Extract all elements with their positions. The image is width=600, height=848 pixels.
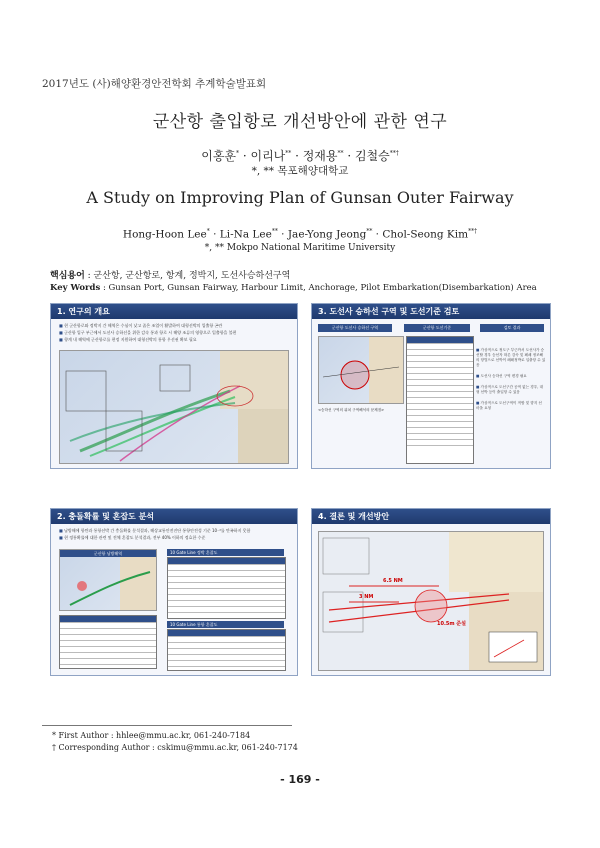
author-1-ko-mark: * [236, 150, 240, 157]
tab-pilot-area: 군산항 도선사 승하선 구역 [318, 324, 392, 332]
footnote-corresponding-author: † Corresponding Author : cskimu@mmu.ac.kr, 061-240-7174 [52, 743, 298, 752]
author-4-en: Chol-Seong Kim [382, 228, 469, 241]
author-1-en: Hong-Hoon Lee [122, 228, 207, 241]
tab-pilot-criteria: 군산항 도선기준 [404, 324, 470, 332]
pilot-criteria-table [406, 336, 474, 464]
panel-conclusion [311, 508, 551, 676]
author-sep: · [239, 149, 251, 163]
distance-label-6-5nm: 6.5 NM [383, 578, 403, 584]
author-sep: · [291, 149, 303, 163]
panel-1-bullet: ■ 향계 내 해역에 군산항로를 편정 지원하여 대형선박의 통항 우선권 확보 필요 [59, 336, 297, 343]
tab-review-result: 검토 결과 [480, 324, 544, 332]
author-3-en-mark: ** [366, 228, 373, 235]
collision-result-table [59, 615, 157, 669]
track-lines-graphic [60, 351, 288, 463]
author-sep: · [372, 228, 383, 241]
panel-pilot-review [311, 303, 551, 469]
author-sep: · [209, 228, 220, 241]
footnote-first-author: * First Author : hhlee@mmu.ac.kr, 061-240-7184 [52, 731, 251, 740]
panel-1-title: 1. 연구의 개요 [51, 304, 297, 319]
keywords-korean [50, 268, 290, 281]
panel-2-map [59, 549, 157, 611]
dredging-label: 10.5m 준설 [437, 621, 466, 627]
author-3-ko-mark: ** [337, 150, 344, 157]
keywords-ko-label: 핵심용어 [50, 271, 85, 281]
collision-map-graphic [60, 550, 156, 610]
keywords-ko-text: : 군산항, 군산항로, 항계, 정박지, 도선사승하선구역 [84, 271, 291, 281]
panel-1-bullet: ■ 현 군산항로와 정박지 간 해역은 수심이 낮고 좁은 조업이 활발하여 대형선박의 입출항 곤란 [59, 322, 297, 329]
author-2-en-mark: ** [271, 228, 278, 235]
author-1-ko: 이홍훈 [201, 149, 237, 163]
anchorage-congestion-table [167, 557, 286, 619]
footnote-divider [42, 725, 292, 726]
review-note: ■ 가상적으로 정도구 부근까서 도선사가 승선할 경우 승선자 따른 감속 및 폐쇄 정조해의 항법으로 선박이 폐쇄정박로 입출항 수 있음 [476, 348, 546, 368]
author-2-ko-mark: ** [285, 150, 292, 157]
author-2-ko: 이리나 [250, 149, 286, 163]
author-3-en: Jae-Yong Jeong [287, 228, 367, 241]
review-notes [476, 348, 546, 417]
table-1-label: 10 Gate Line 정박 혼잡도 [167, 549, 284, 556]
panel-3-caption: <승하선 구역의 위치 구역해석의 문제점> [318, 408, 385, 412]
panel-2-bullet: ■ 현 정통확률에 대한 관련 및 전체 혼잡도 분석결과, 전부 40% 이하의 정효한 수준 [59, 534, 297, 541]
author-sep: · [277, 228, 288, 241]
author-3-ko: 정재용 [302, 149, 338, 163]
authors-english [0, 228, 600, 241]
author-4-ko-mark: **† [389, 150, 399, 157]
panel-2-title: 2. 충돌확률 및 혼잡도 분석 [51, 509, 297, 524]
panel-1-bullet: ■ 군산항 입구 부근에서 도선사 승하선을 위한 감속 통과 항로 시 해양 조류의 영향으로 입출항을 불편 [59, 329, 297, 336]
panel-2-bullet: ■ 남방해에 항만과 통항선박 간 충돌확률 분석결과, 해상교통안전진단 통항안전성 기준 10⁻⁴를 만족하지 못함 [59, 527, 297, 534]
panel-collision-analysis [50, 508, 298, 676]
author-sep: · [343, 149, 355, 163]
conference-header: 2017년도 (사)해양환경안전학회 추계학술발표회 [42, 78, 267, 90]
pilot-area-graphic [319, 337, 403, 403]
keywords-english [50, 283, 537, 293]
panel-3-map [318, 336, 404, 404]
author-4-ko: 김철승 [354, 149, 390, 163]
panel-2-map-label: 군산항 남방해역 [60, 550, 156, 557]
traffic-congestion-table [167, 629, 286, 671]
review-note: ■ 가상적으로 도선구역이 적합 및 향지 선 마을 요청 [476, 401, 546, 411]
review-note: ■ 가상적으로 도선구간 공역 없는 경우, 대형 선박 등이 출입항 수 있음 [476, 385, 546, 395]
keywords-en-label: Key Words [50, 283, 101, 293]
authors-korean [0, 147, 600, 164]
author-4-en-mark: **† [468, 228, 478, 235]
panel-1-traffic-map [59, 350, 289, 464]
panel-4-map [318, 531, 544, 671]
review-note: ■ 도선사 승하선 구역 변경 필요 [476, 374, 546, 379]
author-2-en: Li-Na Lee [219, 228, 272, 241]
page-number: - 169 - [280, 773, 320, 786]
author-1-en-mark: * [206, 228, 210, 235]
affiliation-korean: *, ** 목포해양대학교 [251, 165, 349, 177]
panel-4-title: 4. 결론 및 개선방안 [312, 509, 550, 524]
keywords-en-text: : Gunsan Port, Gunsan Fairway, Harbour Limit, Anchorage, Pilot Embarkation(Disembarkation) Area [100, 283, 537, 293]
title-english: A Study on Improving Plan of Gunsan Outer Fairway [86, 188, 514, 207]
panel-3-title: 3. 도선사 승하선 구역 및 도선기준 검토 [312, 304, 550, 319]
affiliation-english: *, ** Mokpo National Maritime University [204, 243, 396, 253]
panel-research-overview [50, 303, 298, 469]
distance-label-3nm: 3 NM [359, 594, 374, 600]
improvement-plan-graphic [319, 532, 543, 670]
title-korean: 군산항 출입항로 개선방안에 관한 연구 [152, 112, 448, 132]
table-2-label: 10 Gate Line 통항 혼잡도 [167, 621, 284, 628]
